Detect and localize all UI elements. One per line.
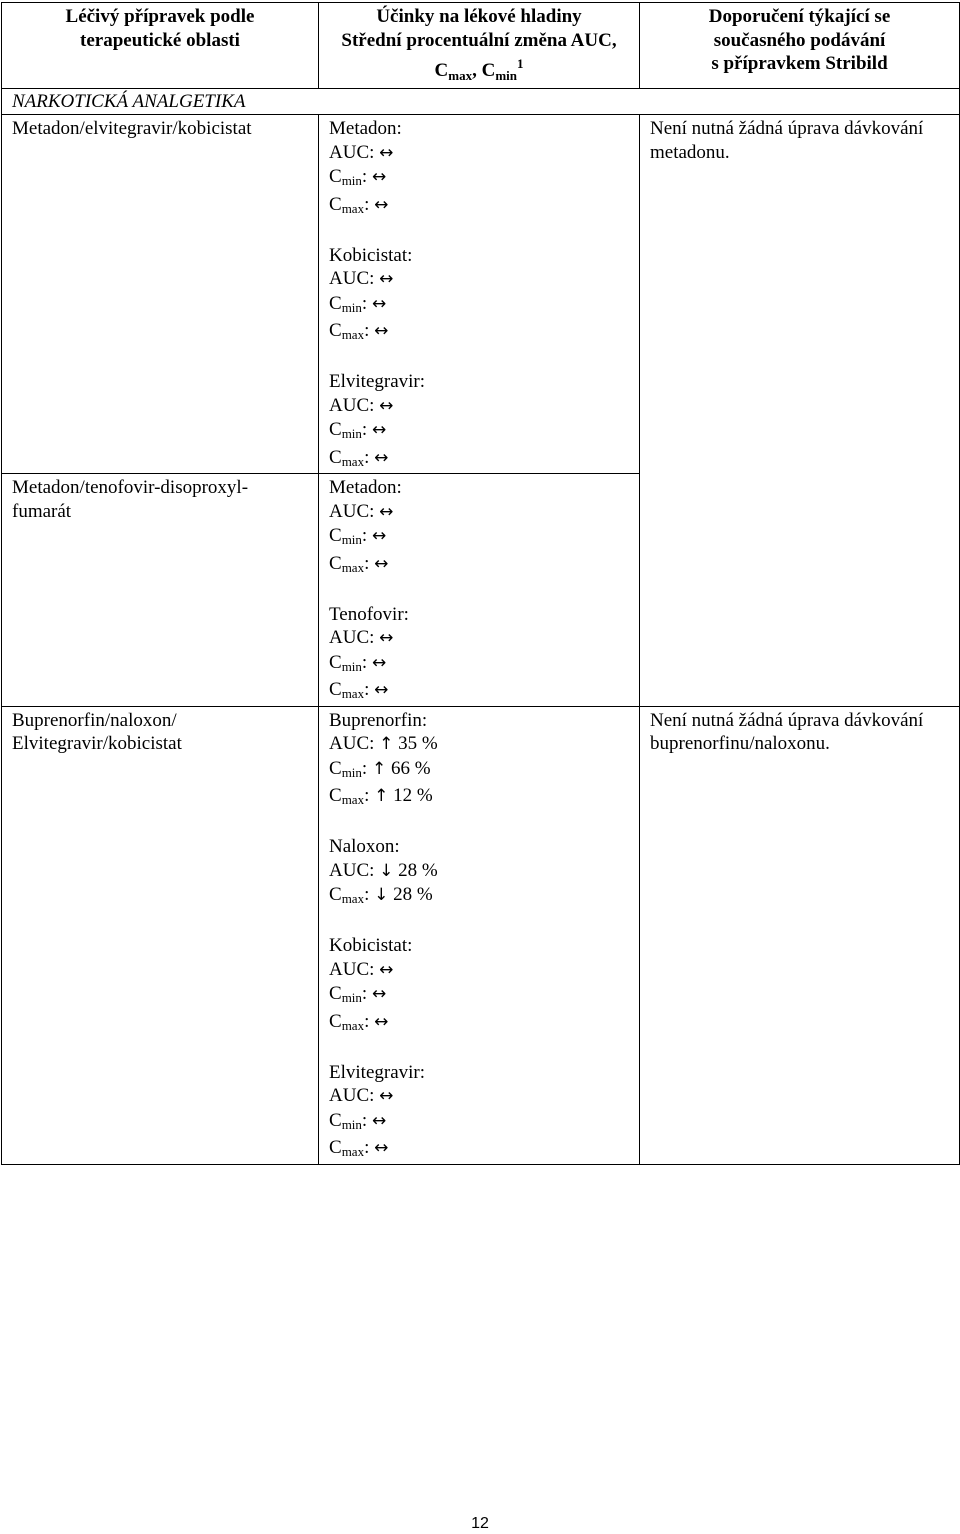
header-rec-line: Doporučení týkající se xyxy=(708,6,891,27)
header-c: C xyxy=(434,60,449,81)
change-arrow-icon: ↔ xyxy=(371,167,387,187)
cmin-value-sub: min xyxy=(341,764,362,780)
spacer xyxy=(329,1037,629,1061)
spacer xyxy=(329,812,629,836)
change-arrow-icon: ↔ xyxy=(379,395,394,416)
cmax-value: Cmax: ↔ xyxy=(329,1010,389,1033)
header-effects-line xyxy=(319,52,639,88)
change-arrow-icon: ↔ xyxy=(379,501,394,522)
spacer xyxy=(329,911,629,935)
cmin-value: Cmin: ↔ xyxy=(329,419,387,441)
cmax-value: Cmax: ↓ 28 % xyxy=(329,884,433,906)
cmin-value: Cmin: ↔ xyxy=(329,525,387,547)
change-arrow-icon: ↔ xyxy=(371,526,387,546)
auc-value: AUC: ↔ xyxy=(329,394,394,416)
change-arrow-icon: ↔ xyxy=(379,269,394,289)
cmin-value: Cmin: ↔ xyxy=(329,651,387,674)
cmin-value: Cmin: ↑ 66 % xyxy=(329,757,431,780)
drug-text: Metadon/elvitegravir/kobicistat xyxy=(12,118,252,139)
auc-value: AUC: ↔ xyxy=(329,141,394,163)
change-arrow-icon: ↔ xyxy=(374,1011,389,1032)
change-arrow-icon: ↔ xyxy=(379,142,394,163)
spacer xyxy=(329,220,629,244)
cmax-value-sub: max xyxy=(341,200,365,216)
change-arrow-icon: ↔ xyxy=(379,959,394,980)
interaction-table xyxy=(1,2,960,1165)
recommendation-text: Není nutná žádná úprava dávkování metadonu. xyxy=(650,118,924,163)
cmin-value-sub: min xyxy=(341,532,362,547)
cmin-value-sub: min xyxy=(341,990,362,1005)
header-effects-line: Účinky na lékové hladiny xyxy=(376,6,582,27)
effect-drug-name: Metadon: xyxy=(329,118,402,139)
auc-value: AUC: ↑ 35 % xyxy=(329,733,438,754)
category-label: NARKOTICKÁ ANALGETIKA xyxy=(2,88,960,115)
cmax-value-sub: max xyxy=(341,327,365,342)
effect-drug-name: Elvitegravir: xyxy=(329,371,426,392)
cmax-value: Cmax: ↔ xyxy=(329,1137,389,1159)
cmin-value-sub: min xyxy=(341,1116,362,1132)
recommendation-cell xyxy=(640,706,960,1164)
auc-value: AUC: ↔ xyxy=(329,627,394,648)
cmax-value: Cmax: ↔ xyxy=(329,679,389,701)
effects-cell xyxy=(319,706,640,1164)
cmin-value: Cmin: ↔ xyxy=(329,166,387,188)
cmax-value-sub: max xyxy=(341,559,365,575)
cmin-value-sub: min xyxy=(341,426,362,441)
effects-cell xyxy=(319,474,640,707)
cmax-value-sub: max xyxy=(341,1017,365,1033)
change-arrow-icon: ↔ xyxy=(379,1086,394,1106)
drug-text: Metadon/tenofovir-disoproxyl-fumarát xyxy=(12,477,249,522)
change-arrow-icon: ↔ xyxy=(371,652,387,673)
cmax-value-sub: max xyxy=(341,686,365,701)
recommendation-text: Není nutná žádná úprava dávkování buprenorfinu/naloxonu. xyxy=(650,709,924,754)
drug-name xyxy=(2,474,319,707)
change-arrow-icon: ↔ xyxy=(371,984,387,1004)
header-sub: min xyxy=(495,68,517,83)
table-row xyxy=(2,706,960,1164)
change-arrow-icon: ↔ xyxy=(371,293,387,314)
drug-name xyxy=(2,706,319,1164)
change-arrow-icon: ↔ xyxy=(374,194,389,215)
cmin-value-sub: min xyxy=(341,173,362,188)
auc-value: AUC: ↓ 28 % xyxy=(329,859,438,881)
cmax-value-sub: max xyxy=(341,891,365,906)
cmax-value: Cmax: ↔ xyxy=(329,320,389,342)
auc-value: AUC: ↔ xyxy=(329,1085,394,1106)
change-arrow-icon: ↔ xyxy=(374,680,389,700)
header-drug-line: Léčivý přípravek podle xyxy=(65,6,255,27)
change-arrow-icon: ↔ xyxy=(374,1138,389,1158)
change-arrow-icon: ↔ xyxy=(374,321,389,341)
header-recommendation xyxy=(640,3,960,89)
header-drug xyxy=(2,3,319,89)
cmax-value: Cmax: ↔ xyxy=(329,193,389,216)
change-arrow-icon: ↓ xyxy=(379,860,394,881)
change-arrow-icon: ↔ xyxy=(379,628,394,648)
cmin-value: Cmin: ↔ xyxy=(329,1109,387,1132)
effect-drug-name: Naloxon: xyxy=(329,836,400,857)
header-effects xyxy=(319,3,640,89)
cmax-value-sub: max xyxy=(341,1144,365,1159)
cmin-value: Cmin: ↔ xyxy=(329,983,387,1005)
drug-name xyxy=(2,115,319,474)
header-sub: max xyxy=(448,68,473,83)
cmax-value: Cmax: ↔ xyxy=(329,552,389,575)
cmax-value: Cmax: ↑ 12 % xyxy=(329,785,433,807)
spacer xyxy=(329,579,629,603)
cmax-value-sub: max xyxy=(341,792,365,807)
change-arrow-icon: ↑ xyxy=(379,734,394,754)
drug-text: Buprenorfin/naloxon/ Elvitegravir/kobicistat xyxy=(12,709,182,754)
auc-value: AUC: ↔ xyxy=(329,268,394,289)
cmin-value-sub: min xyxy=(341,299,362,315)
page-number: 12 xyxy=(471,1515,489,1532)
auc-value: AUC: ↔ xyxy=(329,500,394,522)
header-drug-line: terapeutické oblasti xyxy=(80,29,240,51)
header-sep: , C xyxy=(472,60,496,81)
header-effects-line: Střední procentuální změna AUC, xyxy=(341,29,617,51)
change-arrow-icon: ↔ xyxy=(371,1110,387,1131)
change-arrow-icon: ↔ xyxy=(374,447,389,468)
change-arrow-icon: ↑ xyxy=(371,758,387,779)
effect-drug-name: Kobicistat: xyxy=(329,935,413,956)
header-row xyxy=(2,3,960,89)
cmin-value-sub: min xyxy=(341,658,362,674)
header-footnote: 1 xyxy=(516,56,524,71)
effect-drug-name: Tenofovir: xyxy=(329,603,409,625)
header-rec-line: s přípravkem Stribild xyxy=(711,53,888,74)
table-row xyxy=(2,115,960,474)
category-row xyxy=(2,88,960,115)
recommendation-cell xyxy=(640,115,960,707)
header-rec-line: současného podávání xyxy=(713,29,886,51)
cmin-value: Cmin: ↔ xyxy=(329,292,387,315)
effect-drug-name: Elvitegravir: xyxy=(329,1061,426,1083)
effect-drug-name: Buprenorfin: xyxy=(329,709,428,731)
change-arrow-icon: ↔ xyxy=(371,420,387,440)
effect-drug-name: Metadon: xyxy=(329,477,402,498)
auc-value: AUC: ↔ xyxy=(329,958,394,980)
change-arrow-icon: ↔ xyxy=(374,553,389,574)
cmax-value: Cmax: ↔ xyxy=(329,446,389,469)
effects-cell xyxy=(319,115,640,474)
change-arrow-icon: ↓ xyxy=(374,885,389,905)
spacer xyxy=(329,347,629,371)
cmax-value-sub: max xyxy=(341,453,365,469)
change-arrow-icon: ↑ xyxy=(374,786,389,806)
effect-drug-name: Kobicistat: xyxy=(329,244,413,266)
